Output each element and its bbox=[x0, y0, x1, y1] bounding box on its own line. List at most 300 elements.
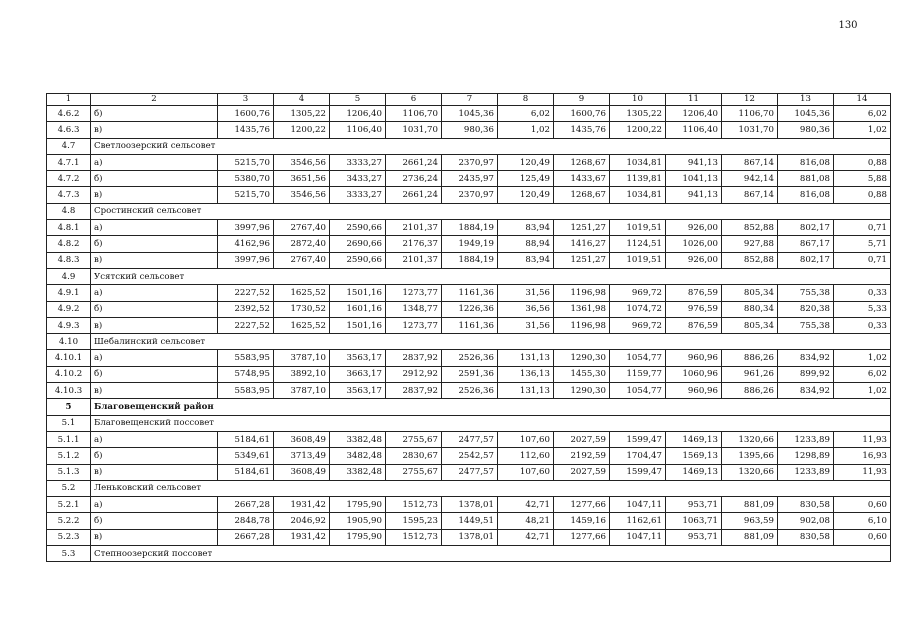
row-number: 5.2.1 bbox=[47, 497, 91, 513]
value-cell: 2837,92 bbox=[386, 350, 442, 366]
value-cell: 1124,51 bbox=[610, 236, 666, 252]
value-cell: 1273,77 bbox=[386, 317, 442, 333]
table-row bbox=[47, 236, 891, 252]
value-cell: 2027,59 bbox=[554, 464, 610, 480]
value-cell: 1469,13 bbox=[666, 464, 722, 480]
value-cell: 1455,30 bbox=[554, 366, 610, 382]
row-variant: в) bbox=[91, 187, 218, 203]
value-cell: 876,59 bbox=[666, 317, 722, 333]
value-cell: 820,38 bbox=[778, 301, 834, 317]
row-number: 4.8.1 bbox=[47, 220, 91, 236]
section-title: Сростинский сельсовет bbox=[91, 203, 891, 219]
table-row bbox=[47, 464, 891, 480]
value-cell: 2590,66 bbox=[330, 220, 386, 236]
value-cell: 2591,36 bbox=[442, 366, 498, 382]
row-variant: в) bbox=[91, 529, 218, 545]
value-cell: 125,49 bbox=[498, 171, 554, 187]
value-cell: 1305,22 bbox=[610, 106, 666, 122]
value-cell: 131,13 bbox=[498, 350, 554, 366]
value-cell: 3546,56 bbox=[274, 187, 330, 203]
value-cell: 5583,95 bbox=[218, 350, 274, 366]
value-cell: 2830,67 bbox=[386, 448, 442, 464]
value-cell: 1704,47 bbox=[610, 448, 666, 464]
section-number: 4.9 bbox=[47, 268, 91, 284]
value-cell: 5380,70 bbox=[218, 171, 274, 187]
value-cell: 927,88 bbox=[722, 236, 778, 252]
column-header: 12 bbox=[722, 94, 778, 106]
value-cell: 1063,71 bbox=[666, 513, 722, 529]
value-cell: 880,34 bbox=[722, 301, 778, 317]
table-row bbox=[47, 317, 891, 333]
value-cell: 2027,59 bbox=[554, 431, 610, 447]
value-cell: 1251,27 bbox=[554, 252, 610, 268]
value-cell: 0,60 bbox=[834, 529, 891, 545]
row-number: 4.10.2 bbox=[47, 366, 91, 382]
value-cell: 867,14 bbox=[722, 187, 778, 203]
value-cell: 4162,96 bbox=[218, 236, 274, 252]
value-cell: 1435,76 bbox=[218, 122, 274, 138]
value-cell: 1348,77 bbox=[386, 301, 442, 317]
value-cell: 1512,73 bbox=[386, 497, 442, 513]
value-cell: 0,33 bbox=[834, 317, 891, 333]
section-title: Степноозерский поссовет bbox=[91, 546, 891, 562]
value-cell: 1320,66 bbox=[722, 464, 778, 480]
value-cell: 2912,92 bbox=[386, 366, 442, 382]
value-cell: 1469,13 bbox=[666, 431, 722, 447]
value-cell: 1206,40 bbox=[330, 106, 386, 122]
value-cell: 3546,56 bbox=[274, 154, 330, 170]
table-row bbox=[47, 122, 891, 138]
value-cell: 1361,98 bbox=[554, 301, 610, 317]
value-cell: 1268,67 bbox=[554, 187, 610, 203]
value-cell: 2101,37 bbox=[386, 252, 442, 268]
value-cell: 1196,98 bbox=[554, 317, 610, 333]
table-row bbox=[47, 285, 891, 301]
table-row bbox=[47, 187, 891, 203]
row-variant: б) bbox=[91, 448, 218, 464]
section-title: Благовещенский поссовет bbox=[91, 415, 891, 431]
column-header: 4 bbox=[274, 94, 330, 106]
section-row bbox=[47, 399, 891, 415]
value-cell: 867,14 bbox=[722, 154, 778, 170]
value-cell: 1268,67 bbox=[554, 154, 610, 170]
value-cell: 3997,96 bbox=[218, 220, 274, 236]
value-cell: 1378,01 bbox=[442, 497, 498, 513]
value-cell: 960,96 bbox=[666, 383, 722, 399]
table-row bbox=[47, 252, 891, 268]
value-cell: 942,14 bbox=[722, 171, 778, 187]
value-cell: 1433,67 bbox=[554, 171, 610, 187]
value-cell: 6,02 bbox=[834, 106, 891, 122]
column-header: 5 bbox=[330, 94, 386, 106]
value-cell: 5,88 bbox=[834, 171, 891, 187]
value-cell: 1435,76 bbox=[554, 122, 610, 138]
row-variant: б) bbox=[91, 236, 218, 252]
value-cell: 1795,90 bbox=[330, 497, 386, 513]
value-cell: 1041,13 bbox=[666, 171, 722, 187]
value-cell: 2667,28 bbox=[218, 529, 274, 545]
value-cell: 1277,66 bbox=[554, 529, 610, 545]
value-cell: 3651,56 bbox=[274, 171, 330, 187]
section-title: Светлоозерский сельсовет bbox=[91, 138, 891, 154]
value-cell: 2848,78 bbox=[218, 513, 274, 529]
value-cell: 1200,22 bbox=[274, 122, 330, 138]
row-number: 5.2.2 bbox=[47, 513, 91, 529]
table-row bbox=[47, 497, 891, 513]
value-cell: 112,60 bbox=[498, 448, 554, 464]
value-cell: 2837,92 bbox=[386, 383, 442, 399]
value-cell: 816,08 bbox=[778, 154, 834, 170]
value-cell: 107,60 bbox=[498, 464, 554, 480]
value-cell: 2227,52 bbox=[218, 317, 274, 333]
value-cell: 1625,52 bbox=[274, 317, 330, 333]
value-cell: 1139,81 bbox=[610, 171, 666, 187]
value-cell: 2101,37 bbox=[386, 220, 442, 236]
section-row bbox=[47, 415, 891, 431]
value-cell: 1,02 bbox=[498, 122, 554, 138]
table-row bbox=[47, 366, 891, 382]
value-cell: 31,56 bbox=[498, 317, 554, 333]
value-cell: 3608,49 bbox=[274, 464, 330, 480]
row-number: 4.8.2 bbox=[47, 236, 91, 252]
value-cell: 3997,96 bbox=[218, 252, 274, 268]
value-cell: 1599,47 bbox=[610, 431, 666, 447]
value-cell: 1305,22 bbox=[274, 106, 330, 122]
value-cell: 1600,76 bbox=[218, 106, 274, 122]
value-cell: 926,00 bbox=[666, 220, 722, 236]
table-row bbox=[47, 106, 891, 122]
value-cell: 926,00 bbox=[666, 252, 722, 268]
table-row bbox=[47, 448, 891, 464]
value-cell: 1161,36 bbox=[442, 317, 498, 333]
table-row bbox=[47, 154, 891, 170]
section-number: 5.2 bbox=[47, 480, 91, 496]
value-cell: 120,49 bbox=[498, 154, 554, 170]
value-cell: 2690,66 bbox=[330, 236, 386, 252]
value-cell: 3333,27 bbox=[330, 154, 386, 170]
section-title: Леньковский сельсовет bbox=[91, 480, 891, 496]
value-cell: 953,71 bbox=[666, 529, 722, 545]
value-cell: 1233,89 bbox=[778, 431, 834, 447]
value-cell: 1501,16 bbox=[330, 317, 386, 333]
value-cell: 1273,77 bbox=[386, 285, 442, 301]
row-number: 4.9.3 bbox=[47, 317, 91, 333]
column-header: 3 bbox=[218, 94, 274, 106]
row-number: 4.6.2 bbox=[47, 106, 91, 122]
value-cell: 1600,76 bbox=[554, 106, 610, 122]
value-cell: 830,58 bbox=[778, 529, 834, 545]
value-cell: 5215,70 bbox=[218, 187, 274, 203]
value-cell: 3382,48 bbox=[330, 431, 386, 447]
value-cell: 852,88 bbox=[722, 220, 778, 236]
value-cell: 1200,22 bbox=[610, 122, 666, 138]
value-cell: 5,71 bbox=[834, 236, 891, 252]
value-cell: 830,58 bbox=[778, 497, 834, 513]
value-cell: 1298,89 bbox=[778, 448, 834, 464]
value-cell: 960,96 bbox=[666, 350, 722, 366]
value-cell: 131,13 bbox=[498, 383, 554, 399]
value-cell: 0,71 bbox=[834, 220, 891, 236]
value-cell: 969,72 bbox=[610, 317, 666, 333]
value-cell: 11,93 bbox=[834, 464, 891, 480]
row-number: 5.1.2 bbox=[47, 448, 91, 464]
value-cell: 3608,49 bbox=[274, 431, 330, 447]
section-number: 4.7 bbox=[47, 138, 91, 154]
value-cell: 805,34 bbox=[722, 317, 778, 333]
value-cell: 2526,36 bbox=[442, 350, 498, 366]
value-cell: 961,26 bbox=[722, 366, 778, 382]
value-cell: 1795,90 bbox=[330, 529, 386, 545]
value-cell: 852,88 bbox=[722, 252, 778, 268]
value-cell: 120,49 bbox=[498, 187, 554, 203]
value-cell: 980,36 bbox=[778, 122, 834, 138]
value-cell: 1949,19 bbox=[442, 236, 498, 252]
value-cell: 2370,97 bbox=[442, 154, 498, 170]
value-cell: 805,34 bbox=[722, 285, 778, 301]
table-row bbox=[47, 383, 891, 399]
row-variant: б) bbox=[91, 513, 218, 529]
value-cell: 136,13 bbox=[498, 366, 554, 382]
column-header: 7 bbox=[442, 94, 498, 106]
row-number: 4.9.2 bbox=[47, 301, 91, 317]
row-number: 5.1.1 bbox=[47, 431, 91, 447]
value-cell: 867,17 bbox=[778, 236, 834, 252]
value-cell: 3563,17 bbox=[330, 350, 386, 366]
value-cell: 881,09 bbox=[722, 529, 778, 545]
value-cell: 88,94 bbox=[498, 236, 554, 252]
value-cell: 1047,11 bbox=[610, 497, 666, 513]
value-cell: 3563,17 bbox=[330, 383, 386, 399]
section-row bbox=[47, 138, 891, 154]
value-cell: 5,33 bbox=[834, 301, 891, 317]
value-cell: 886,26 bbox=[722, 383, 778, 399]
value-cell: 2176,37 bbox=[386, 236, 442, 252]
row-variant: б) bbox=[91, 171, 218, 187]
value-cell: 1601,16 bbox=[330, 301, 386, 317]
value-cell: 1031,70 bbox=[386, 122, 442, 138]
section-row bbox=[47, 546, 891, 562]
value-cell: 2872,40 bbox=[274, 236, 330, 252]
table-row bbox=[47, 529, 891, 545]
value-cell: 969,72 bbox=[610, 285, 666, 301]
value-cell: 941,13 bbox=[666, 154, 722, 170]
row-number: 4.10.1 bbox=[47, 350, 91, 366]
value-cell: 899,92 bbox=[778, 366, 834, 382]
value-cell: 1625,52 bbox=[274, 285, 330, 301]
value-cell: 2192,59 bbox=[554, 448, 610, 464]
value-cell: 0,60 bbox=[834, 497, 891, 513]
value-cell: 802,17 bbox=[778, 252, 834, 268]
value-cell: 1512,73 bbox=[386, 529, 442, 545]
value-cell: 1449,51 bbox=[442, 513, 498, 529]
value-cell: 1599,47 bbox=[610, 464, 666, 480]
section-title: Усятский сельсовет bbox=[91, 268, 891, 284]
value-cell: 48,21 bbox=[498, 513, 554, 529]
row-number: 4.7.3 bbox=[47, 187, 91, 203]
value-cell: 1884,19 bbox=[442, 220, 498, 236]
value-cell: 5349,61 bbox=[218, 448, 274, 464]
section-title: Шебалинский сельсовет bbox=[91, 334, 891, 350]
value-cell: 1395,66 bbox=[722, 448, 778, 464]
section-number: 5.1 bbox=[47, 415, 91, 431]
value-cell: 1074,72 bbox=[610, 301, 666, 317]
value-cell: 0,88 bbox=[834, 154, 891, 170]
value-cell: 834,92 bbox=[778, 383, 834, 399]
row-variant: в) bbox=[91, 252, 218, 268]
value-cell: 1031,70 bbox=[722, 122, 778, 138]
table-row bbox=[47, 301, 891, 317]
row-variant: б) bbox=[91, 106, 218, 122]
value-cell: 816,08 bbox=[778, 187, 834, 203]
row-variant: а) bbox=[91, 497, 218, 513]
value-cell: 2767,40 bbox=[274, 220, 330, 236]
value-cell: 1106,40 bbox=[666, 122, 722, 138]
value-cell: 953,71 bbox=[666, 497, 722, 513]
value-cell: 1045,36 bbox=[442, 106, 498, 122]
value-cell: 1,02 bbox=[834, 122, 891, 138]
value-cell: 11,93 bbox=[834, 431, 891, 447]
column-header: 1 bbox=[47, 94, 91, 106]
value-cell: 0,88 bbox=[834, 187, 891, 203]
value-cell: 1226,36 bbox=[442, 301, 498, 317]
column-header: 11 bbox=[666, 94, 722, 106]
value-cell: 83,94 bbox=[498, 252, 554, 268]
tariff-table bbox=[46, 93, 891, 562]
value-cell: 755,38 bbox=[778, 317, 834, 333]
value-cell: 1045,36 bbox=[778, 106, 834, 122]
row-number: 4.6.3 bbox=[47, 122, 91, 138]
value-cell: 1730,52 bbox=[274, 301, 330, 317]
value-cell: 881,08 bbox=[778, 171, 834, 187]
column-header: 2 bbox=[91, 94, 218, 106]
value-cell: 2392,52 bbox=[218, 301, 274, 317]
value-cell: 2755,67 bbox=[386, 431, 442, 447]
value-cell: 902,08 bbox=[778, 513, 834, 529]
value-cell: 2767,40 bbox=[274, 252, 330, 268]
value-cell: 2477,57 bbox=[442, 464, 498, 480]
page-number: 130 bbox=[838, 20, 858, 31]
value-cell: 5583,95 bbox=[218, 383, 274, 399]
value-cell: 1019,51 bbox=[610, 252, 666, 268]
value-cell: 1501,16 bbox=[330, 285, 386, 301]
value-cell: 3482,48 bbox=[330, 448, 386, 464]
value-cell: 2736,24 bbox=[386, 171, 442, 187]
value-cell: 0,71 bbox=[834, 252, 891, 268]
value-cell: 2661,24 bbox=[386, 154, 442, 170]
value-cell: 42,71 bbox=[498, 497, 554, 513]
table-row bbox=[47, 350, 891, 366]
value-cell: 3382,48 bbox=[330, 464, 386, 480]
column-header: 9 bbox=[554, 94, 610, 106]
value-cell: 16,93 bbox=[834, 448, 891, 464]
value-cell: 2667,28 bbox=[218, 497, 274, 513]
value-cell: 1416,27 bbox=[554, 236, 610, 252]
value-cell: 1931,42 bbox=[274, 529, 330, 545]
value-cell: 0,33 bbox=[834, 285, 891, 301]
row-variant: а) bbox=[91, 285, 218, 301]
row-variant: б) bbox=[91, 366, 218, 382]
value-cell: 1378,01 bbox=[442, 529, 498, 545]
value-cell: 1931,42 bbox=[274, 497, 330, 513]
table-row bbox=[47, 431, 891, 447]
value-cell: 2590,66 bbox=[330, 252, 386, 268]
row-variant: б) bbox=[91, 301, 218, 317]
section-row bbox=[47, 203, 891, 219]
column-header: 8 bbox=[498, 94, 554, 106]
row-number: 4.8.3 bbox=[47, 252, 91, 268]
value-cell: 1196,98 bbox=[554, 285, 610, 301]
value-cell: 1019,51 bbox=[610, 220, 666, 236]
value-cell: 1569,13 bbox=[666, 448, 722, 464]
row-variant: в) bbox=[91, 317, 218, 333]
value-cell: 1,02 bbox=[834, 383, 891, 399]
value-cell: 1,02 bbox=[834, 350, 891, 366]
value-cell: 3787,10 bbox=[274, 350, 330, 366]
row-variant: в) bbox=[91, 122, 218, 138]
column-header: 10 bbox=[610, 94, 666, 106]
value-cell: 881,09 bbox=[722, 497, 778, 513]
row-number: 4.9.1 bbox=[47, 285, 91, 301]
value-cell: 1884,19 bbox=[442, 252, 498, 268]
value-cell: 1034,81 bbox=[610, 154, 666, 170]
table-row bbox=[47, 513, 891, 529]
value-cell: 3333,27 bbox=[330, 187, 386, 203]
section-number: 4.10 bbox=[47, 334, 91, 350]
value-cell: 1595,23 bbox=[386, 513, 442, 529]
value-cell: 1026,00 bbox=[666, 236, 722, 252]
value-cell: 1106,40 bbox=[330, 122, 386, 138]
value-cell: 1206,40 bbox=[666, 106, 722, 122]
value-cell: 2046,92 bbox=[274, 513, 330, 529]
row-number: 4.7.1 bbox=[47, 154, 91, 170]
value-cell: 36,56 bbox=[498, 301, 554, 317]
value-cell: 3663,17 bbox=[330, 366, 386, 382]
column-header: 13 bbox=[778, 94, 834, 106]
value-cell: 755,38 bbox=[778, 285, 834, 301]
value-cell: 802,17 bbox=[778, 220, 834, 236]
value-cell: 2370,97 bbox=[442, 187, 498, 203]
row-variant: а) bbox=[91, 350, 218, 366]
column-header: 14 bbox=[834, 94, 891, 106]
section-number: 5 bbox=[47, 399, 91, 415]
value-cell: 3713,49 bbox=[274, 448, 330, 464]
value-cell: 6,02 bbox=[498, 106, 554, 122]
value-cell: 2526,36 bbox=[442, 383, 498, 399]
value-cell: 3433,27 bbox=[330, 171, 386, 187]
section-number: 5.3 bbox=[47, 546, 91, 562]
value-cell: 5215,70 bbox=[218, 154, 274, 170]
value-cell: 1054,77 bbox=[610, 383, 666, 399]
value-cell: 1320,66 bbox=[722, 431, 778, 447]
value-cell: 1290,30 bbox=[554, 350, 610, 366]
value-cell: 1060,96 bbox=[666, 366, 722, 382]
row-number: 5.2.3 bbox=[47, 529, 91, 545]
value-cell: 941,13 bbox=[666, 187, 722, 203]
section-title: Благовещенский район bbox=[91, 399, 891, 415]
row-variant: а) bbox=[91, 220, 218, 236]
value-cell: 2477,57 bbox=[442, 431, 498, 447]
value-cell: 83,94 bbox=[498, 220, 554, 236]
value-cell: 1161,36 bbox=[442, 285, 498, 301]
row-variant: в) bbox=[91, 464, 218, 480]
value-cell: 1106,70 bbox=[722, 106, 778, 122]
header-row bbox=[47, 94, 891, 106]
value-cell: 6,02 bbox=[834, 366, 891, 382]
value-cell: 976,59 bbox=[666, 301, 722, 317]
value-cell: 1459,16 bbox=[554, 513, 610, 529]
value-cell: 886,26 bbox=[722, 350, 778, 366]
value-cell: 2755,67 bbox=[386, 464, 442, 480]
